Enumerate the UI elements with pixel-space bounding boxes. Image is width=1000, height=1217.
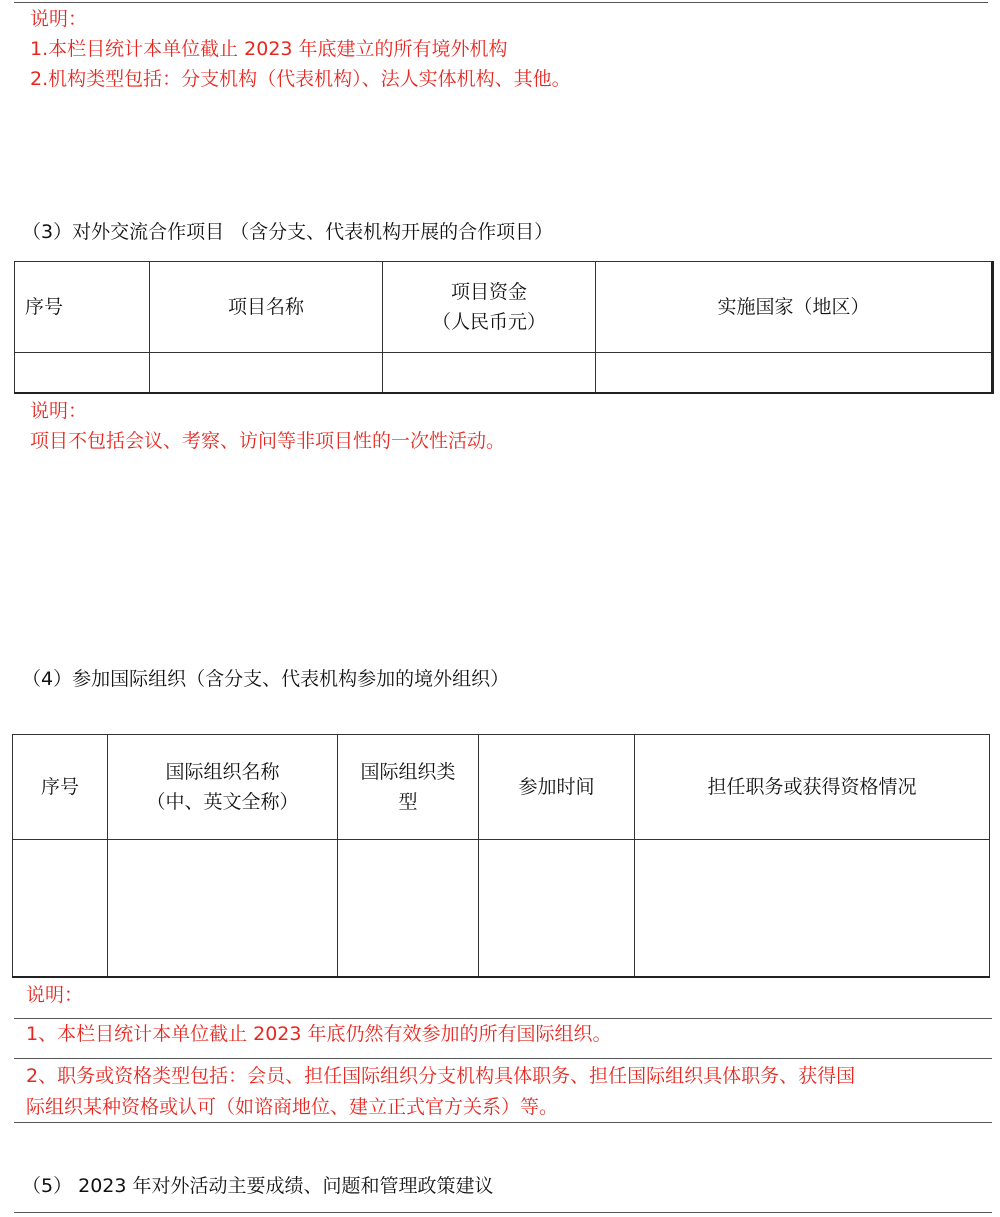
note3-rule-2 [14,1058,992,1059]
international-organizations-table [12,734,990,978]
note1-line-1: 1.本栏目统计本单位截止 2023 年底建立的所有境外机构 [30,38,508,60]
section4-heading: （4）参加国际组织（含分支、代表机构参加的境外组织） [22,668,510,690]
header-org-type-line2: 型 [398,791,418,813]
header-project-funds [383,262,596,353]
note1-line-2: 2.机构类型包括：分支机构（代表机构）、法人实体机构、其他。 [30,68,571,90]
note3-line-2b: 际组织某种资格或认可（如谘商地位、建立正式官方关系）等。 [26,1096,559,1118]
note3-line-1: 1、本栏目统计本单位截止 2023 年底仍然有效参加的所有国际组织。 [26,1023,612,1045]
cell-serial-input[interactable] [13,840,108,977]
cell-org-type-input[interactable] [338,840,479,977]
header-org-type [338,735,479,840]
note3-title: 说明： [26,984,84,1006]
cell-join-time-input[interactable] [479,840,635,977]
header-org-name-line1: 国际组织名称 [165,761,280,783]
note2-block [30,396,505,456]
cell-serial-input[interactable] [15,353,150,393]
cell-project-funds-input[interactable] [383,353,596,393]
header-org-type-line1: 国际组织类 [360,761,456,783]
header-position: 担任职务或获得资格情况 [635,735,990,840]
cell-project-name-input[interactable] [150,353,383,393]
header-country: 实施国家（地区） [596,262,993,353]
section3-heading: （3）对外交流合作项目 （含分支、代表机构开展的合作项目） [22,221,554,243]
table-header-row [13,735,990,840]
header-org-name [108,735,338,840]
header-org-name-line2: （中、英文全称） [146,791,299,813]
cell-org-name-input[interactable] [108,840,338,977]
note2-title: 说明： [30,400,88,422]
note1-block [30,4,571,94]
note2-line: 项目不包括会议、考察、访问等非项目性的一次性活动。 [30,430,506,452]
cell-position-input[interactable] [635,840,990,977]
table-header-row [15,262,993,353]
cooperation-projects-table [14,261,994,394]
note1-title: 说明： [30,8,88,30]
header-funds-line2: （人民币元） [431,311,546,333]
cell-country-input[interactable] [596,353,993,393]
section5-heading: （5） 2023 年对外活动主要成绩、问题和管理政策建议 [22,1175,494,1197]
note3-rule-3 [14,1122,992,1123]
top-rule [14,2,988,3]
header-funds-line1: 项目资金 [450,281,527,303]
table-row [15,353,993,393]
header-join-time: 参加时间 [479,735,635,840]
note3-line-2a: 2、职务或资格类型包括：会员、担任国际组织分支机构具体职务、担任国际组织具体职务、获得国 [26,1065,856,1087]
bottom-rule [14,1212,992,1213]
header-project-name: 项目名称 [150,262,383,353]
table-row [13,840,990,977]
header-serial: 序号 [15,262,150,353]
header-serial: 序号 [13,735,108,840]
